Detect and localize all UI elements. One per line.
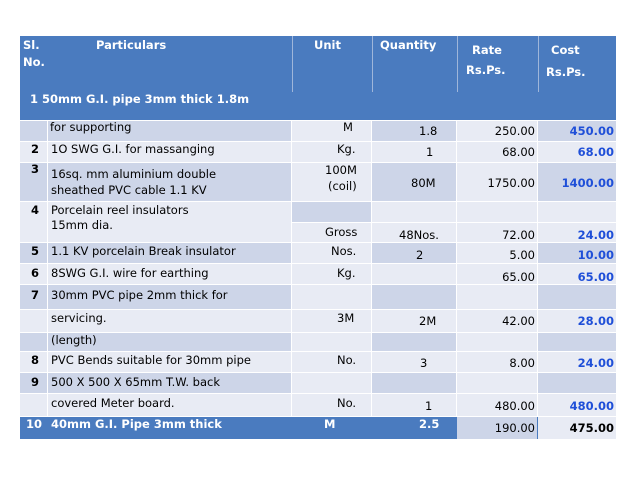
- row9-unit: No.: [337, 396, 357, 410]
- row10-qty: 2.5: [419, 417, 440, 431]
- row3-qty: 80M: [411, 176, 436, 190]
- header-rate: Rate: [472, 43, 502, 57]
- row10-unit: M: [324, 417, 336, 431]
- row10-particulars: 40mm G.I. Pipe 3mm thick: [51, 417, 222, 431]
- row5-sl: 5: [31, 244, 40, 258]
- row2-particulars: 1O SWG G.I. for massanging: [51, 142, 215, 156]
- row7-particulars-line3: (length): [51, 333, 97, 347]
- row7-particulars-line1: 30mm PVC pipe 2mm thick for: [51, 288, 228, 302]
- row5-cost: 10.00: [577, 248, 614, 262]
- row9-qty: 1: [425, 399, 433, 413]
- header-no: No.: [23, 55, 45, 69]
- row4-rate: 72.00: [502, 228, 535, 242]
- row4-cost: 24.00: [577, 228, 614, 242]
- row3-cost: 1400.00: [561, 176, 614, 190]
- row7-cost: 28.00: [577, 314, 614, 328]
- row7-sl: 7: [31, 288, 40, 302]
- row6-rate: 65.00: [502, 270, 535, 284]
- row6-unit: Kg.: [337, 266, 356, 280]
- row9-rate: 480.00: [494, 399, 535, 413]
- header-quantity: Quantity: [380, 38, 437, 52]
- section-row-text: 1 50mm G.I. pipe 3mm thick 1.8m: [30, 92, 250, 106]
- row5-unit: Nos.: [331, 244, 357, 258]
- row4-unit: Gross: [325, 225, 358, 239]
- row7-qty: 2M: [419, 314, 437, 328]
- row10-rate: 190.00: [494, 421, 535, 435]
- row6-particulars: 8SWG G.I. wire for earthing: [51, 266, 209, 280]
- row8-cost: 24.00: [577, 356, 614, 370]
- row3-rate: 1750.00: [487, 176, 535, 190]
- row2-sl: 2: [31, 142, 40, 156]
- row7-rate: 42.00: [502, 314, 535, 328]
- row7-unit: 3M: [337, 311, 355, 325]
- row7-particulars-line2: servicing.: [51, 311, 107, 325]
- row1-qty: 1.8: [419, 124, 438, 138]
- header-sl: Sl.: [23, 38, 40, 52]
- row6-sl: 6: [31, 266, 40, 280]
- row3-particulars-line1: 16sq. mm aluminium double: [51, 167, 217, 181]
- row1-particulars: for supporting: [50, 120, 132, 134]
- row8-rate: 8.00: [509, 356, 535, 370]
- row10-sl: 10: [26, 417, 43, 431]
- row6-cost: 65.00: [577, 270, 614, 284]
- row1-cost: 450.00: [569, 124, 614, 138]
- row4-particulars-line1: Porcelain reel insulators: [51, 203, 189, 217]
- row1-rate: 250.00: [494, 124, 535, 138]
- row2-cost: 68.00: [577, 145, 614, 159]
- row4-sl: 4: [31, 203, 40, 217]
- row10-cost: 475.00: [569, 421, 614, 435]
- row9-cost: 480.00: [569, 399, 614, 413]
- row3-particulars-line2: sheathed PVC cable 1.1 KV: [51, 183, 207, 197]
- row4-particulars-line2: 15mm dia.: [51, 218, 113, 232]
- row2-unit: Kg.: [337, 142, 356, 156]
- row2-qty: 1: [426, 145, 434, 159]
- header-cost: Cost: [551, 43, 580, 57]
- row8-qty: 3: [420, 356, 428, 370]
- header-cost-unit: Rs.Ps.: [546, 65, 586, 79]
- header-particulars: Particulars: [96, 38, 167, 52]
- row2-rate: 68.00: [502, 145, 535, 159]
- row1-unit: M: [343, 120, 353, 134]
- row8-particulars: PVC Bends suitable for 30mm pipe: [51, 353, 251, 367]
- row5-rate: 5.00: [509, 248, 535, 262]
- header-unit: Unit: [314, 38, 341, 52]
- row8-unit: No.: [337, 353, 357, 367]
- row3-unit-line2: (coil): [328, 179, 357, 193]
- row3-sl: 3: [31, 162, 40, 176]
- row3-unit-line1: 100M: [325, 163, 357, 177]
- row5-qty: 2: [416, 248, 424, 262]
- row9-sl: 9: [31, 375, 40, 389]
- row8-sl: 8: [31, 353, 40, 367]
- row9-particulars-line1: 500 X 500 X 65mm T.W. back: [51, 375, 220, 389]
- row9-particulars-line2: covered Meter board.: [51, 396, 175, 410]
- row4-qty: 48Nos.: [399, 228, 439, 242]
- row5-particulars: 1.1 KV porcelain Break insulator: [51, 244, 236, 258]
- header-rate-unit: Rs.Ps.: [466, 63, 506, 77]
